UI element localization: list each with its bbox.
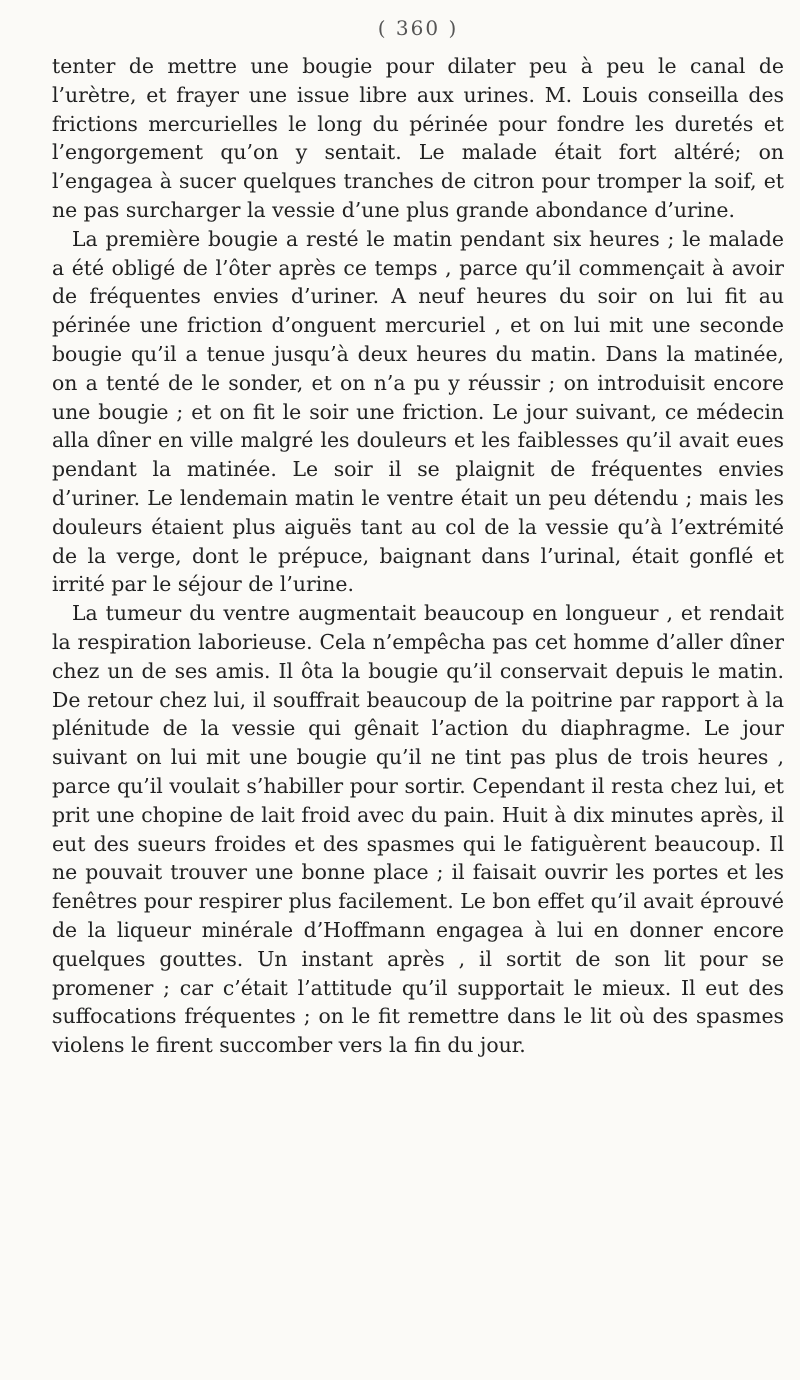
page-number: ( 360 ) xyxy=(377,16,459,40)
document-page xyxy=(52,14,784,1060)
paragraph-continuation: tenter de mettre une bougie pour dilater peu à peu le canal de l’urètre, et frayer une issue libre aux urines. M. Louis conseilla des frictions mercurielles le long du périnée pour fondre les duretés et l’engorgement qu’on y sentait. Le malade était fort altéré; on l’engagea à sucer quelques tranches de citron pour tromper la soif, et ne pas surcharger la vessie d’une plus grande abondance d’urine. xyxy=(52,54,784,222)
paragraph-tumeur: La tumeur du ventre augmentait beaucoup en longueur , et rendait la respiration laborieuse. Cela n’empêcha pas cet homme d’aller dîner chez un de ses amis. Il ôta la bougie qu’il conservait depuis le matin. De retour chez lui, il souffrait beaucoup de la poitrine par rapport à la plénitude de la vessie qui gênait l’action du diaphragme. Le jour suivant on lui mit une bougie qu’il ne tint pas plus de trois heures , parce qu’il voulait s’habiller pour sortir. Cependant il resta chez lui, et prit une chopine de lait froid avec du pain. Huit à dix minutes après, il eut des sueurs froides et des spasmes qui le fatiguèrent beaucoup. Il ne pouvait trouver une bonne place ; il faisait ouvrir les portes et les fenêtres pour respirer plus facilement. Le bon effet qu’il avait éprouvé de la liqueur minérale d’Hoffmann engagea à lui en donner encore quelques gouttes. Un instant après , il sortit de son lit pour se promener ; car c’était l’attitude qu’il supportait le mieux. Il eut des suffocations fréquentes ; on le fit remettre dans le lit où des spasmes violens le firent succomber vers la fin du jour. xyxy=(52,601,784,1058)
paragraph-first-bougie: La première bougie a resté le matin pendant six heures ; le malade a été obligé de l’ôter après ce temps , parce qu’il commençait à avoir de fréquentes envies d’uriner. A neuf heures du soir on lui fit au périnée une friction d’onguent mercuriel , et on lui mit une seconde bougie qu’il a tenue jusqu’à deux heures du matin. Dans la matinée, on a tenté de le sonder, et on n’a pu y réussir ; on introduisit encore une bougie ; et on fit le soir une friction. Le jour suivant, ce médecin alla dîner en ville malgré les douleurs et les faiblesses qu’il avait eues pendant la matinée. Le soir il se plaignit de fréquentes envies d’uriner. Le lendemain matin le ventre était un peu détendu ; mais les douleurs étaient plus aiguës tant au col de la vessie qu’à l’extrémité de la verge, dont le prépuce, baignant dans l’urinal, était gonflé et irrité par le séjour de l’urine. xyxy=(52,226,784,597)
